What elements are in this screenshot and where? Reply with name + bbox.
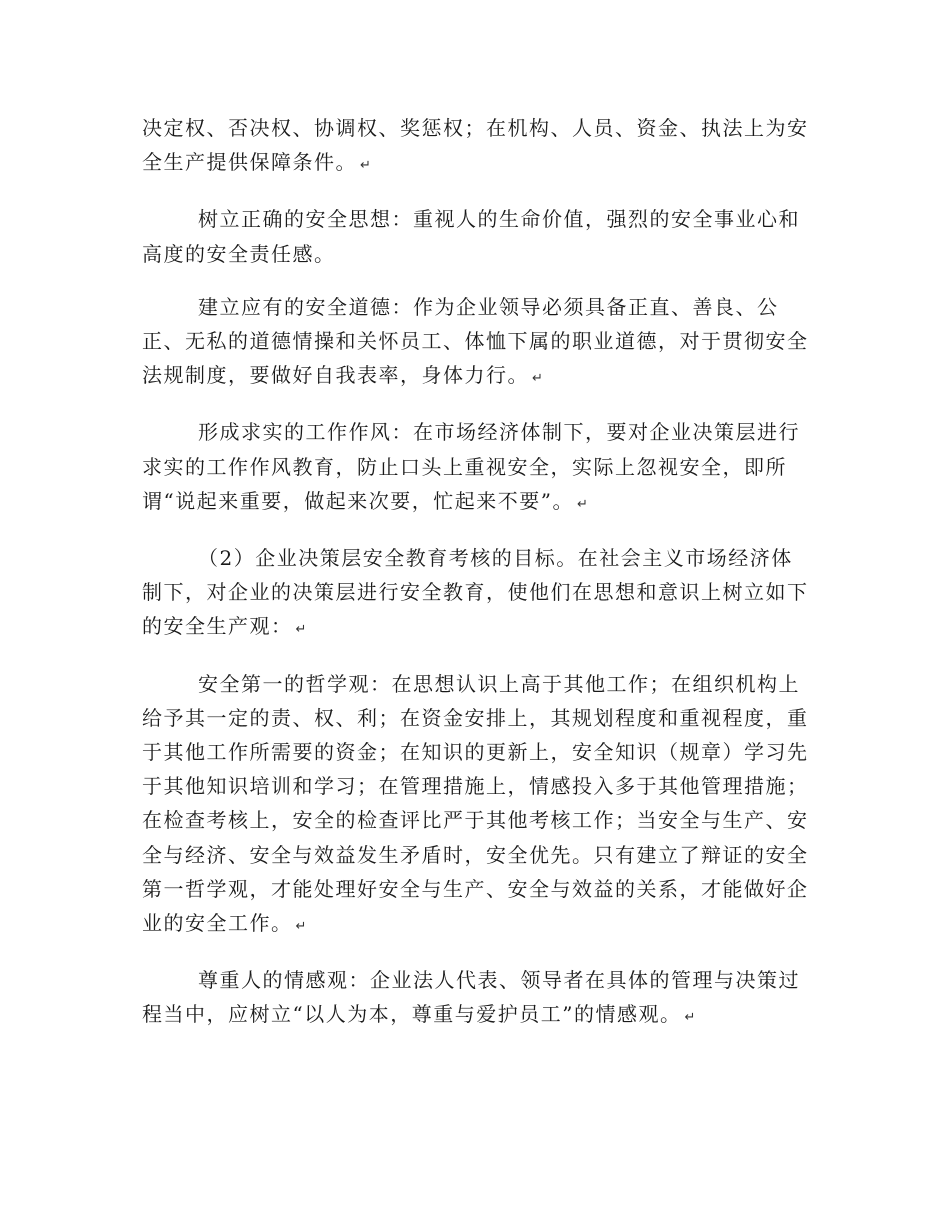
paragraph-5 [142,541,812,648]
paragraph-mark-icon: ↵ [360,158,371,174]
paragraph-6 [142,667,812,945]
paragraph-1 [142,111,812,183]
paragraph-2 [142,202,812,270]
paragraph-mark-icon: ↵ [295,622,307,638]
paragraph-mark-icon: ↵ [684,1010,696,1026]
paragraph-text: 尊重人的情感观：企业法人代表、领导者在具体的管理与决策过程当中，应树立“以人为本，尊重与爱护员工”的情感观。 [142,968,800,1027]
paragraph-text: 安全第一的哲学观：在思想认识上高于其他工作；在组织机构上给予其一定的责、权、利；在资金安排上，其规划程度和重视程度，重于其他工作所需要的资金；在知识的更新上，安全知识（规章）学习先于其他知识培训和学习；在管理措施上，情感投入多于其他管理措施；在检查考核上，安全的检查评比严于其他考核工作；当安全与生产、安全与经济、安全与效益发生矛盾时，安全优先。只有建立了辩证的安全第一哲学观，才能处理好安全与生产、安全与效益的关系，才能做好企业的安全工作。 [142,671,809,936]
paragraph-text: 建立应有的安全道德：作为企业领导必须具备正直、善良、公正、无私的道德情操和关怀员工、体恤下属的职业道德，对于贯彻安全法规制度，要做好自我表率，身体力行。 [142,294,809,388]
paragraph-mark-icon: ↵ [532,371,543,387]
paragraph-text: （2）企业决策层安全教育考核的目标。在社会主义市场经济体制下，对企业的决策层进行安全教育，使他们在思想和意识上树立如下的安全生产观： [142,546,809,639]
paragraph-text: 形成求实的工作作风：在市场经济体制下，要对企业决策层进行求实的工作作风教育，防止口头上重视安全，实际上忽视安全，即所谓“说起来重要，做起来次要，忙起来不要”。 [142,420,800,513]
document-body [142,111,812,1055]
paragraph-4 [142,415,812,522]
paragraph-7 [142,963,812,1035]
paragraph-3 [142,290,812,397]
paragraph-mark-icon: ↵ [576,496,588,512]
paragraph-mark-icon: ↵ [295,919,307,935]
paragraph-text: 决定权、否决权、协调权、奖惩权；在机构、人员、资金、执法上为安全生产提供保障条件。 [142,116,809,175]
paragraph-text: 树立正确的安全思想：重视人的生命价值，强烈的安全事业心和高度的安全责任感。 [142,207,800,266]
